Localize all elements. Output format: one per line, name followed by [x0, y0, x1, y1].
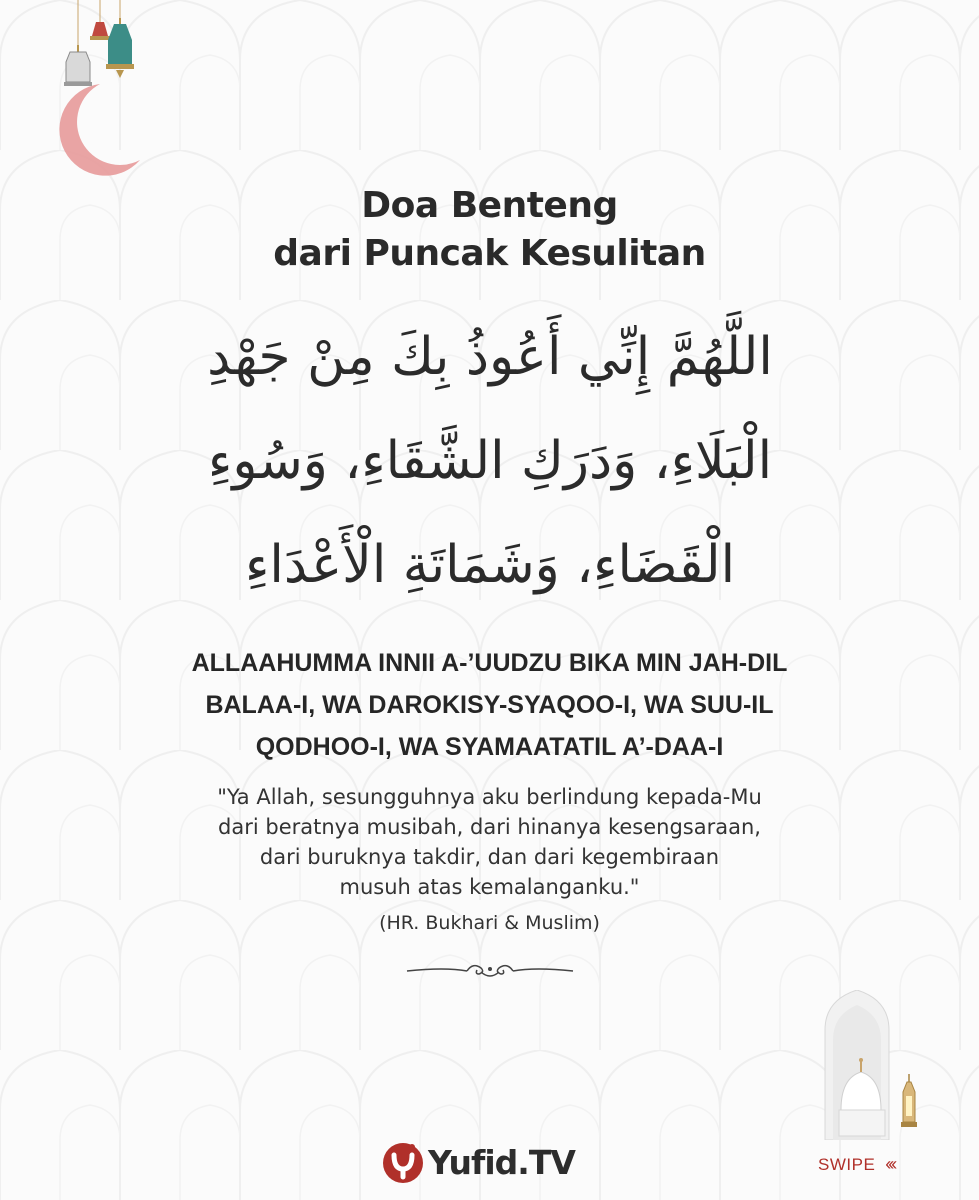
translation-line-1: "Ya Allah, sesungguhnya aku berlindung kepada-Mu [217, 785, 762, 809]
translation-line-4: musuh atas kemalanganku." [339, 875, 640, 899]
transliteration-line-1: ALLAAHUMMA INNII A-’UUDZU BIKA MIN JAH-DIL [191, 649, 788, 677]
mosque-lantern-icon [815, 990, 925, 1140]
swipe-hint[interactable] [818, 1154, 894, 1175]
triple-chevron-left-icon: ‹‹‹ [885, 1154, 895, 1174]
arabic-line-1: اللَّهُمَّ إِنِّي أَعُوذُ بِكَ مِنْ جَهْدِ [207, 327, 773, 387]
swipe-label: SWIPE [818, 1154, 876, 1174]
translation-line-3: dari buruknya takdir, dan dari kegembiraan [259, 845, 720, 869]
transliteration-line-3: QODHOO-I, WA SYAMAATATIL A’-DAA-I [255, 733, 724, 761]
yufid-logo-icon [380, 1139, 426, 1185]
hadith-source: (HR. Bukhari & Muslim) [379, 912, 600, 934]
page-title [0, 182, 979, 278]
title-line-2: dari Puncak Kesulitan [273, 233, 706, 274]
transliteration-line-2: BALAA-I, WA DAROKISY-SYAQOO-I, WA SUU-IL [205, 691, 774, 719]
title-line-1: Doa Benteng [361, 185, 618, 226]
translation-text [110, 782, 869, 902]
ornamental-divider-icon [405, 958, 575, 984]
yufid-logo [380, 1138, 575, 1186]
arabic-prayer-text [140, 305, 840, 617]
transliteration-text [100, 642, 879, 768]
translation-line-2: dari beratnya musibah, dari hinanya kesengsaraan, [218, 815, 761, 839]
arabic-line-2: الْبَلَاءِ، وَدَرَكِ الشَّقَاءِ، وَسُوءِ [207, 431, 773, 491]
brand-name: Yufid.TV [428, 1142, 575, 1182]
arabic-line-3: الْقَضَاءِ، وَشَمَاتَةِ الْأَعْدَاءِ [244, 535, 736, 595]
crescent-lantern-ornament [40, 0, 170, 190]
